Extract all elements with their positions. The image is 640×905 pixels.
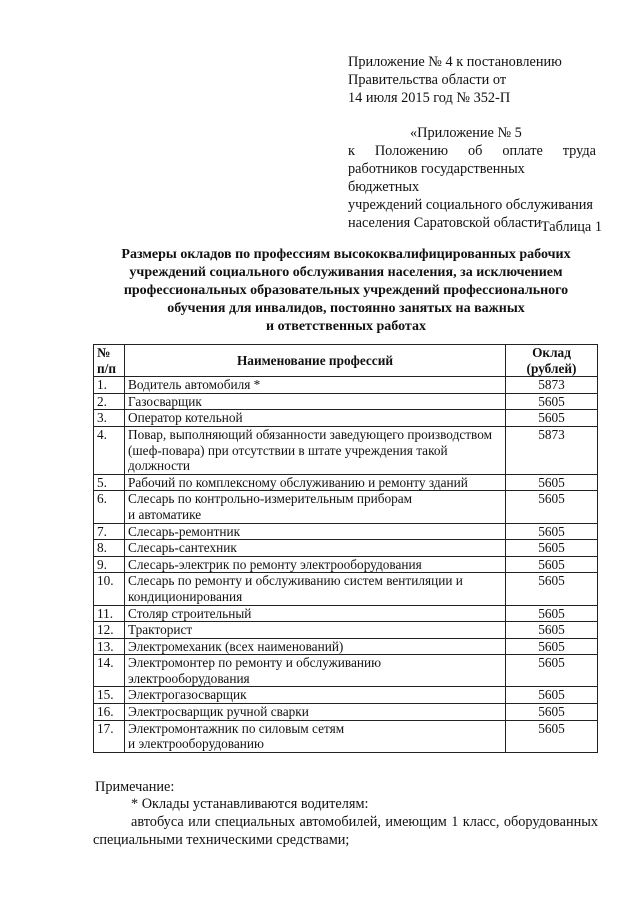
title-line: и ответственных работах (266, 319, 426, 334)
header-profession: Наименование профессий (125, 345, 506, 377)
note-title: Примечание: (95, 779, 175, 795)
appendix-header (348, 53, 588, 107)
table-row (94, 523, 598, 540)
row-profession: Электромеханик (всех наименований) (125, 638, 506, 655)
row-profession: Повар, выполняющий обязанности заведующего производством (шеф-повара) при отсутствии в штате учреждения такой должности (125, 426, 506, 474)
row-number: 12. (94, 622, 125, 639)
row-salary: 5605 (506, 687, 598, 704)
appendix-reference-line: населения Саратовской области (348, 215, 542, 231)
row-profession: Слесарь по контрольно-измерительным приборам и автоматике (125, 491, 506, 523)
appendix-line: Приложение № 4 к постановлению (348, 54, 562, 70)
row-number: 16. (94, 704, 125, 721)
row-salary: 5605 (506, 491, 598, 523)
row-profession: Столяр строительный (125, 605, 506, 622)
appendix-line: 14 июля 2015 год № 352-П (348, 90, 511, 106)
row-profession: Слесарь по ремонту и обслуживанию систем вентиляции и кондиционирования (125, 573, 506, 605)
note-line: * Оклады устанавливаются водителям: (131, 796, 369, 812)
row-profession: Рабочий по комплексному обслуживанию и ремонту зданий (125, 474, 506, 491)
row-profession: Слесарь-электрик по ремонту электрооборудования (125, 556, 506, 573)
row-salary: 5605 (506, 556, 598, 573)
table-row (94, 622, 598, 639)
row-number: 6. (94, 491, 125, 523)
row-number: 14. (94, 655, 125, 687)
table-row (94, 426, 598, 474)
appendix-reference (348, 124, 596, 232)
title-line: профессиональных образовательных учреждений профессионального (123, 283, 569, 298)
row-profession: Водитель автомобиля * (125, 377, 506, 394)
table-row (94, 605, 598, 622)
row-salary: 5605 (506, 622, 598, 639)
note-line: автобуса или специальных автомобилей, имеющим 1 класс, оборудованных специальными техническими средствами; (93, 814, 598, 848)
row-profession: Электросварщик ручной сварки (125, 704, 506, 721)
table-row (94, 491, 598, 523)
row-profession: Тракторист (125, 622, 506, 639)
row-profession: Слесарь-сантехник (125, 540, 506, 557)
row-number: 17. (94, 720, 125, 752)
appendix-line: Правительства области от (348, 72, 507, 88)
title-line: учреждений социального обслуживания населения, за исключением (129, 265, 563, 280)
row-number: 3. (94, 410, 125, 427)
table-row (94, 540, 598, 557)
row-number: 8. (94, 540, 125, 557)
row-salary: 5605 (506, 638, 598, 655)
row-number: 2. (94, 393, 125, 410)
table-number: Таблица 1 (540, 219, 602, 235)
row-salary: 5605 (506, 410, 598, 427)
salary-table (93, 344, 598, 753)
row-number: 5. (94, 474, 125, 491)
table-row (94, 410, 598, 427)
row-profession: Электромонтажник по силовым сетям и электрооборудованию (125, 720, 506, 752)
row-number: 4. (94, 426, 125, 474)
table-row (94, 655, 598, 687)
table-row (94, 720, 598, 752)
table-row (94, 474, 598, 491)
row-salary: 5605 (506, 720, 598, 752)
title-line: обучения для инвалидов, постоянно занятых на важных (167, 301, 525, 316)
row-number: 7. (94, 523, 125, 540)
row-salary: 5605 (506, 523, 598, 540)
table-header-row (94, 345, 598, 377)
header-number: № п/п (94, 345, 125, 377)
title-line: Размеры окладов по профессиям высококвалифицированных рабочих (121, 247, 571, 262)
row-salary: 5873 (506, 426, 598, 474)
row-salary: 5605 (506, 393, 598, 410)
row-salary: 5605 (506, 474, 598, 491)
row-number: 9. (94, 556, 125, 573)
appendix-reference-line: учреждений социального обслуживания (348, 197, 593, 213)
table-row (94, 393, 598, 410)
header-salary: Оклад (рублей) (506, 345, 598, 377)
row-salary: 5605 (506, 540, 598, 557)
row-number: 15. (94, 687, 125, 704)
note-body (93, 795, 598, 849)
row-profession: Слесарь-ремонтник (125, 523, 506, 540)
appendix-reference-line: работников государственных бюджетных (348, 161, 525, 195)
table-row (94, 704, 598, 721)
row-salary: 5605 (506, 573, 598, 605)
row-salary: 5605 (506, 655, 598, 687)
table-row (94, 638, 598, 655)
row-salary: 5605 (506, 605, 598, 622)
table-row (94, 687, 598, 704)
document-title (88, 246, 604, 336)
row-number: 11. (94, 605, 125, 622)
row-profession: Электромонтер по ремонту и обслуживанию электрооборудования (125, 655, 506, 687)
row-salary: 5873 (506, 377, 598, 394)
row-number: 1. (94, 377, 125, 394)
appendix-reference-line: «Приложение № 5 (410, 125, 522, 141)
table-row (94, 377, 598, 394)
table-row (94, 556, 598, 573)
row-profession: Электрогазосварщик (125, 687, 506, 704)
row-number: 10. (94, 573, 125, 605)
row-number: 13. (94, 638, 125, 655)
table-body (94, 377, 598, 753)
row-salary: 5605 (506, 704, 598, 721)
appendix-reference-line: к Положению об оплате труда (348, 143, 596, 159)
row-profession: Оператор котельной (125, 410, 506, 427)
table-row (94, 573, 598, 605)
row-profession: Газосварщик (125, 393, 506, 410)
